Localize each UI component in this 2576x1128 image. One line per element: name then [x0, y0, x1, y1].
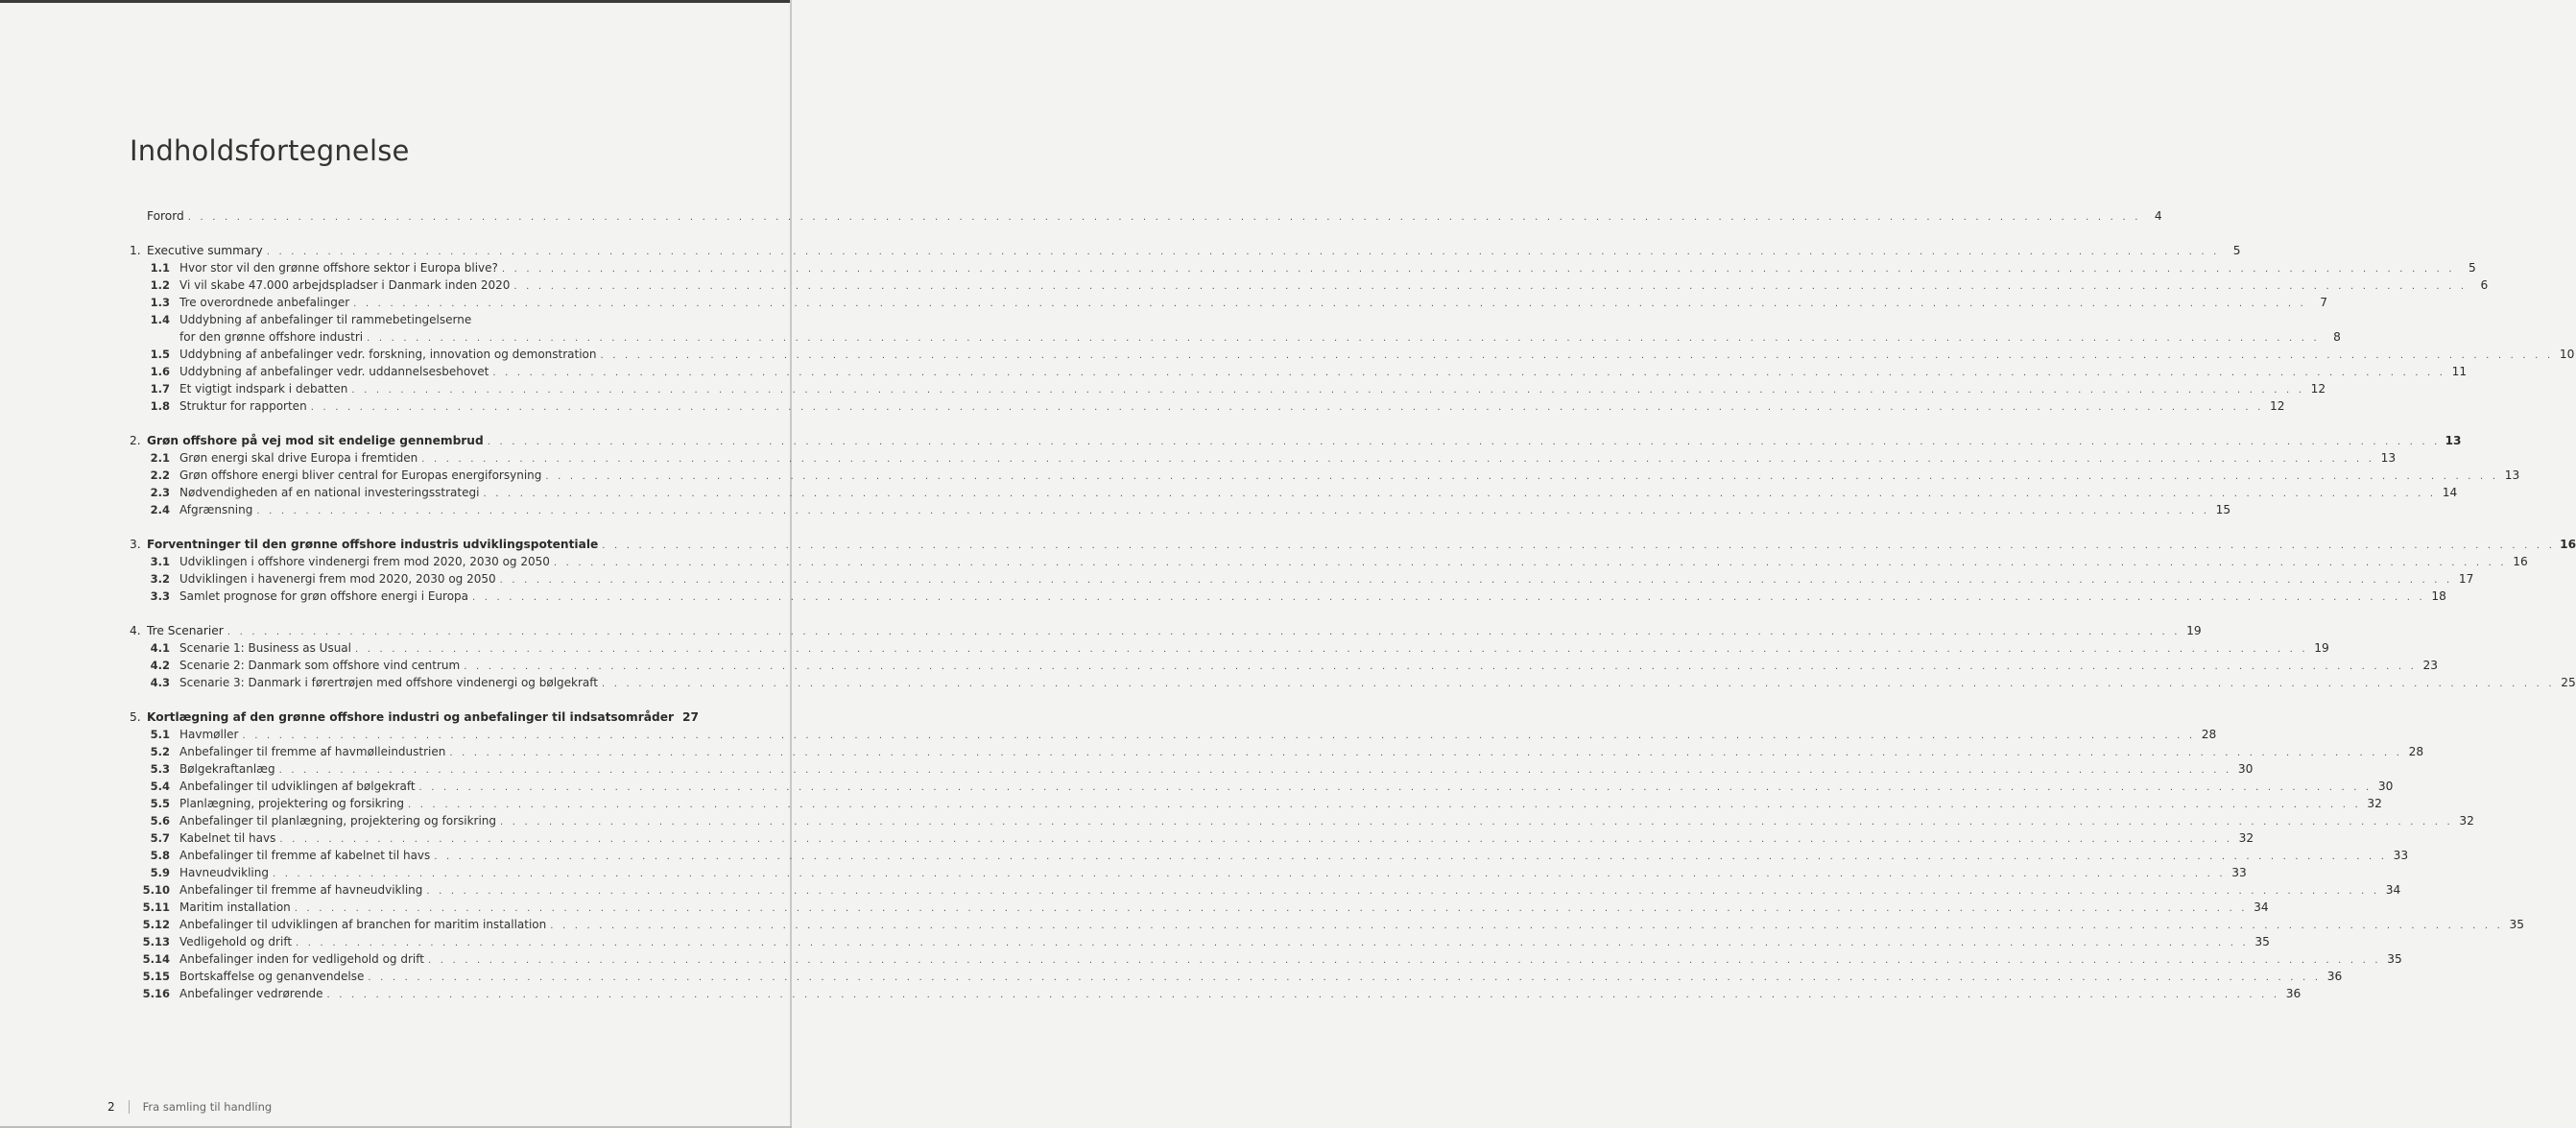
dot-leader: . . . . . . . . . . . . . . . . . . . . . . . . . . . . . . . . . . . . . . . . . . . . . . . . . . . . . . . . . . . . . . . . . . . . . . . . . . . . . . . . . . . . . . . . . . . . . . . . . . . . . . . . . . . . . . . . . . . . . . . . . . . . . . . . . . . . . . . . . . . . . . . . . . . . . . . . . . . . . . . .: [353, 299, 2306, 309]
toc-title: Executive summary: [147, 244, 263, 257]
toc-title: Anbefalinger til fremme af kabelnet til havs: [179, 849, 431, 862]
toc-page-number: 28: [2201, 728, 2217, 741]
dot-leader: . . . . . . . . . . . . . . . . . . . . . . . . . . . . . . . . . . . . . . . . . . . . . . . . . . . . . . . . . . . . . . . . . . . . . . . . . . . . . . . . . . . . . . . . . . . . . . . . . . . . . . . . . . . . . . . . . . . . . . . . . . . . . . . . . . . . . . . . . . . . . . . . . . . . . . . . . . . . . . . .: [434, 852, 2388, 862]
toc-entry[interactable]: [130, 950, 2402, 968]
dot-leader: . . . . . . . . . . . . . . . . . . . . . . . . . . . . . . . . . . . . . . . . . . . . . . . . . . . . . . . . . . . . . . . . . . . . . . . . . . . . . . . . . . . . . . . . . . . . . . . . . . . . . . . . . . . . . . . . . . . . . . . . . . . . . . . . . . . . . . . . . . . . . . . . . . . . . . . . . . . . . . . .: [602, 540, 2556, 551]
toc-number: 4.3: [150, 676, 170, 689]
toc-number: 5.13: [142, 935, 170, 948]
toc-title: Uddybning af anbefalinger vedr. forskning, innovation og demonstration: [179, 348, 597, 361]
dot-leader: . . . . . . . . . . . . . . . . . . . . . . . . . . . . . . . . . . . . . . . . . . . . . . . . . . . . . . . . . . . . . . . . . . . . . . . . . . . . . . . . . . . . . . . . . . . . . . . . . . . . . . . . . . . . . . . . . . . . . . . . . . . . . . . . . . . . . . . . . . . . . . . . . . . . . . . . . . . . . . . .: [296, 938, 2249, 948]
toc-page-number: 28: [2408, 745, 2424, 758]
dot-leader: . . . . . . . . . . . . . . . . . . . . . . . . . . . . . . . . . . . . . . . . . . . . . . . . . . . . . . . . . . . . . . . . . . . . . . . . . . . . . . . . . . . . . . . . . . . . . . . . . . . . . . . . . . . . . . . . . . . . . . . . . . . . . . . . . . . . . . . . . . . . . . . . . . . . . . . . . . . . . . . .: [187, 212, 2141, 223]
toc-page-number: 35: [2387, 952, 2402, 966]
toc-number: 2.3: [150, 486, 170, 499]
dot-leader: . . . . . . . . . . . . . . . . . . . . . . . . . . . . . . . . . . . . . . . . . . . . . . . . . . . . . . . . . . . . . . . . . . . . . . . . . . . . . . . . . . . . . . . . . . . . . . . . . . . . . . . . . . . . . . . . . . . . . . . . . . . . . . . . . . . . . . . . . . . . . . . . . . . . . . . . . . . . . . . .: [499, 575, 2453, 586]
toc-page-number: 12: [2310, 382, 2326, 396]
toc-title: Bølgekraftanlæg: [179, 762, 275, 776]
toc-title: Scenarie 3: Danmark i førertrøjen med offshore vindenergi og bølgekraft: [179, 676, 598, 689]
toc-number: 2.: [130, 434, 141, 447]
toc-page-number: 30: [2237, 762, 2254, 776]
toc-title: Samlet prognose for grøn offshore energi i Europa: [179, 589, 469, 603]
toc-number: 1.1: [150, 261, 170, 275]
dot-leader: . . . . . . . . . . . . . . . . . . . . . . . . . . . . . . . . . . . . . . . . . . . . . . . . . . . . . . . . . . . . . . . . . . . . . . . . . . . . . . . . . . . . . . . . . . . . . . . . . . . . . . . . . . . . . . . . . . . . . . . . . . . . . . . . . . . . . . . . . . . . . . . . . . . . . . . . . . . . . . . .: [500, 817, 2453, 828]
toc-page-number: 14: [2442, 486, 2458, 499]
toc-number: 4.: [130, 624, 141, 637]
toc-title: Udviklingen i offshore vindenergi frem mod 2020, 2030 og 2050: [179, 555, 550, 568]
toc-title: Scenarie 2: Danmark som offshore vind centrum: [179, 659, 461, 672]
toc-entry[interactable]: [130, 484, 2458, 501]
toc-number: 5.: [130, 710, 141, 724]
toc-title: Uddybning af anbefalinger til rammebetingelserne: [179, 313, 472, 326]
dot-leader: . . . . . . . . . . . . . . . . . . . . . . . . . . . . . . . . . . . . . . . . . . . . . . . . . . . . . . . . . . . . . . . . . . . . . . . . . . . . . . . . . . . . . . . . . . . . . . . . . . . . . . . . . . . . . . . . . . . . . . . . . . . . . . . . . . . . . . . . . . . . . . . . . . . . . . . . . . . . . . . .: [272, 869, 2226, 879]
top-border: [0, 0, 792, 3]
toc-page-number: 10: [2559, 348, 2575, 361]
toc-title: Tre Scenarier: [147, 624, 224, 637]
toc-entry[interactable]: [130, 795, 2382, 812]
dot-leader: . . . . . . . . . . . . . . . . . . . . . . . . . . . . . . . . . . . . . . . . . . . . . . . . . . . . . . . . . . . . . . . . . . . . . . . . . . . . . . . . . . . . . . . . . . . . . . . . . . . . . . . . . . . . . . . . . . . . . . . . . . . . . . . . . . . . . . . . . . . . . . . . . . . . . . . . . . . . . . . .: [368, 972, 2322, 983]
toc-page-number: 5: [2468, 261, 2476, 275]
toc-title: Struktur for rapporten: [179, 399, 307, 413]
toc-title: Vi vil skabe 47.000 arbejdspladser i Danmark inden 2020: [179, 278, 511, 292]
toc-number: 5.11: [142, 900, 170, 914]
dot-leader: . . . . . . . . . . . . . . . . . . . . . . . . . . . . . . . . . . . . . . . . . . . . . . . . . . . . . . . . . . . . . . . . . . . . . . . . . . . . . . . . . . . . . . . . . . . . . . . . . . . . . . . . . . . . . . . . . . . . . . . . . . . . . . . . . . . . . . . . . . . . . . . . . . . . . . . . . . . . . . . .: [279, 834, 2233, 845]
toc-entry[interactable]: [130, 553, 2528, 570]
toc-page-number: 5: [2232, 244, 2241, 257]
toc-page-number: 23: [2422, 659, 2439, 672]
toc-title: Uddybning af anbefalinger vedr. uddannelsesbehovet: [179, 365, 489, 378]
toc-title: Kortlægning af den grønne offshore industri og anbefalinger til indsatsområder: [147, 710, 674, 724]
toc-entry[interactable]: [130, 812, 2474, 829]
toc-section[interactable]: [130, 536, 2576, 553]
dot-leader: . . . . . . . . . . . . . . . . . . . . . . . . . . . . . . . . . . . . . . . . . . . . . . . . . . . . . . . . . . . . . . . . . . . . . . . . . . . . . . . . . . . . . . . . . . . . . . . . . . . . . . . . . . . . . . . . . . . . . . . . . . . . . . . . . . . . . . . . . . . . . . . . . . . . . . . . . . . . . . . .: [427, 955, 2381, 966]
toc-page-number: 32: [2459, 814, 2474, 828]
toc-page-number: 13: [2380, 451, 2397, 465]
dot-leader: . . . . . . . . . . . . . . . . . . . . . . . . . . . . . . . . . . . . . . . . . . . . . . . . . . . . . . . . . . . . . . . . . . . . . . . . . . . . . . . . . . . . . . . . . . . . . . . . . . . . . . . . . . . . . . . . . . . . . . . . . . . . . . . . . . . . . . . . . . . . . . . . . . . . . . . . . . . . . . . .: [553, 558, 2507, 568]
toc-title: Udviklingen i havenergi frem mod 2020, 2030 og 2050: [179, 572, 496, 586]
toc-number: 5.4: [150, 780, 170, 793]
toc-number: 5.9: [150, 866, 170, 879]
toc-page-number: 7: [2320, 296, 2327, 309]
toc-title: Havneudvikling: [179, 866, 269, 879]
toc-page-number: 32: [2367, 797, 2382, 810]
toc-page-number: 12: [2269, 399, 2285, 413]
toc-title: Havmøller: [179, 728, 239, 741]
toc-title: Forord: [147, 209, 184, 223]
dot-leader: . . . . . . . . . . . . . . . . . . . . . . . . . . . . . . . . . . . . . . . . . . . . . . . . . . . . . . . . . . . . . . . . . . . . . . . . . . . . . . . . . . . . . . . . . . . . . . . . . . . . . . . . . . . . . . . . . . . . . . . . . . . . . . . . . . . . . . . . . . . . . . . . . . . . . . . . . . . . . . . .: [600, 350, 2554, 361]
toc-entry[interactable]: [130, 346, 2575, 363]
toc-number: 5.5: [150, 797, 170, 810]
toc-title: Afgrænsning: [179, 503, 253, 516]
toc-entry[interactable]: [130, 588, 2446, 605]
toc-entry[interactable]: [130, 363, 2468, 380]
page-title: Indholdsfortegnelse: [130, 134, 410, 167]
dot-leader: . . . . . . . . . . . . . . . . . . . . . . . . . . . . . . . . . . . . . . . . . . . . . . . . . . . . . . . . . . . . . . . . . . . . . . . . . . . . . . . . . . . . . . . . . . . . . . . . . . . . . . . . . . . . . . . . . . . . . . . . . . . . . . . . . . . . . . . . . . . . . . . . . . . . . . . . . . . . . . . .: [266, 247, 2220, 257]
dot-leader: . . . . . . . . . . . . . . . . . . . . . . . . . . . . . . . . . . . . . . . . . . . . . . . . . . . . . . . . . . . . . . . . . . . . . . . . . . . . . . . . . . . . . . . . . . . . . . . . . . . . . . . . . . . . . . . . . . . . . . . . . . . . . . . . . . . . . . . . . . . . . . . . . . . . . . . . . . . . . . . .: [464, 661, 2418, 672]
dot-leader: . . . . . . . . . . . . . . . . . . . . . . . . . . . . . . . . . . . . . . . . . . . . . . . . . . . . . . . . . . . . . . . . . . . . . . . . . . . . . . . . . . . . . . . . . . . . . . . . . . . . . . . . . . . . . . . . . . . . . . . . . . . . . . . . . . . . . . . . . . . . . . . . . . . . . . . . . . . . . . . .: [513, 281, 2468, 292]
toc-number: 2.1: [150, 451, 170, 465]
toc-section[interactable]: [130, 622, 2202, 639]
toc-title: Anbefalinger til fremme af havmølleindustrien: [179, 745, 446, 758]
toc-number: 5.3: [150, 762, 170, 776]
toc-number: 5.1: [150, 728, 170, 741]
dot-leader: . . . . . . . . . . . . . . . . . . . . . . . . . . . . . . . . . . . . . . . . . . . . . . . . . . . . . . . . . . . . . . . . . . . . . . . . . . . . . . . . . . . . . . . . . . . . . . . . . . . . . . . . . . . . . . . . . . . . . . . . . . . . . . . . . . . . . . . . . . . . . . . . . . . . . . . . . . . . . . . .: [421, 454, 2375, 465]
toc-entry[interactable]: [130, 674, 2576, 691]
dot-leader: . . . . . . . . . . . . . . . . . . . . . . . . . . . . . . . . . . . . . . . . . . . . . . . . . . . . . . . . . . . . . . . . . . . . . . . . . . . . . . . . . . . . . . . . . . . . . . . . . . . . . . . . . . . . . . . . . . . . . . . . . . . . . . . . . . . . . . . . . . . . . . . . . . . . . . . . . . . . . . . .: [492, 368, 2446, 378]
toc-title: Anbefalinger inden for vedligehold og drift: [179, 952, 424, 966]
toc-entry[interactable]: [130, 311, 693, 328]
toc-page-number: 11: [2451, 365, 2468, 378]
dot-leader: . . . . . . . . . . . . . . . . . . . . . . . . . . . . . . . . . . . . . . . . . . . . . . . . . . . . . . . . . . . . . . . . . . . . . . . . . . . . . . . . . . . . . . . . . . . . . . . . . . . . . . . . . . . . . . . . . . . . . . . . . . . . . . . . . . . . . . . . . . . . . . . . . . . . . . . . . . . . . . . .: [294, 903, 2248, 914]
toc-page-number: 34: [2385, 883, 2401, 897]
toc-number: 5.12: [142, 918, 170, 931]
toc-title: Scenarie 1: Business as Usual: [179, 641, 351, 655]
dot-leader: . . . . . . . . . . . . . . . . . . . . . . . . . . . . . . . . . . . . . . . . . . . . . . . . . . . . . . . . . . . . . . . . . . . . . . . . . . . . . . . . . . . . . . . . . . . . . . . . . . . . . . . . . . . . . . . . . . . . . . . . . . . . . . . . . . . . . . . . . . . . . . . . . . . . . . . . . . . . . . . .: [278, 765, 2232, 776]
toc-title: Anbefalinger til udviklingen af branchen for maritim installation: [179, 918, 547, 931]
toc-entry[interactable]: [130, 276, 2489, 294]
toc-entry[interactable]: [130, 985, 2302, 1002]
toc-spacer: [130, 518, 693, 536]
toc-entry[interactable]: [130, 328, 2341, 346]
toc-number: 2.2: [150, 468, 170, 482]
toc-page-number: 13: [2445, 434, 2462, 447]
toc-number: 1.3: [150, 296, 170, 309]
toc-entry[interactable]: [130, 864, 2247, 881]
toc-entry[interactable]: [130, 449, 2397, 467]
toc-title: Kabelnet til havs: [179, 831, 276, 845]
dot-leader: . . . . . . . . . . . . . . . . . . . . . . . . . . . . . . . . . . . . . . . . . . . . . . . . . . . . . . . . . . . . . . . . . . . . . . . . . . . . . . . . . . . . . . . . . . . . . . . . . . . . . . . . . . . . . . . . . . . . . . . . . . . . . . . . . . . . . . . . . . . . . . . . . . . . . . . . . . . . . . . .: [227, 627, 2181, 637]
toc-number: 5.8: [150, 849, 170, 862]
toc-entry[interactable]: [130, 397, 2285, 415]
toc-number: 5.2: [150, 745, 170, 758]
toc-title: Hvor stor vil den grønne offshore sektor i Europa blive?: [179, 261, 498, 275]
toc-number: 1.2: [150, 278, 170, 292]
footer-divider: [129, 1100, 130, 1114]
toc-title: Anbefalinger til udviklingen af bølgekraft: [179, 780, 416, 793]
toc-title: Forventninger til den grønne offshore industris udviklingspotentiale: [147, 538, 599, 551]
toc-title: Anbefalinger vedrørende: [179, 987, 323, 1000]
toc-page-number: 25: [2561, 676, 2576, 689]
footer-title: Fra samling til handling: [142, 1100, 273, 1114]
toc-page-number: 4: [2154, 209, 2162, 223]
toc-number: 5.6: [150, 814, 170, 828]
toc-page-number: 19: [2314, 641, 2329, 655]
toc-page-number: 16: [2513, 555, 2528, 568]
toc-page-number: 36: [2326, 970, 2343, 983]
dot-leader: . . . . . . . . . . . . . . . . . . . . . . . . . . . . . . . . . . . . . . . . . . . . . . . . . . . . . . . . . . . . . . . . . . . . . . . . . . . . . . . . . . . . . . . . . . . . . . . . . . . . . . . . . . . . . . . . . . . . . . . . . . . . . . . . . . . . . . . . . . . . . . . . . . . . . . . . . . . . . . . .: [501, 264, 2455, 275]
toc-title: Anbefalinger til fremme af havneudvikling: [179, 883, 423, 897]
toc-entry[interactable]: [130, 899, 2269, 916]
toc-title: Bortskaffelse og genanvendelse: [179, 970, 365, 983]
toc-number: 5.15: [142, 970, 170, 983]
dot-leader: . . . . . . . . . . . . . . . . . . . . . . . . . . . . . . . . . . . . . . . . . . . . . . . . . . . . . . . . . . . . . . . . . . . . . . . . . . . . . . . . . . . . . . . . . . . . . . . . . . . . . . . . . . . . . . . . . . . . . . . . . . . . . . . . . . . . . . . . . . . . . . . . . . . . . . . . . . . . . . . .: [256, 506, 2210, 516]
toc-title: Nødvendigheden af en national investeringsstrategi: [179, 486, 480, 499]
toc-page-number: 35: [2509, 918, 2525, 931]
toc-title: Maritim installation: [179, 900, 291, 914]
toc-entry[interactable]: [130, 380, 2326, 397]
toc-title: Grøn offshore energi bliver central for Europas energiforsyning: [179, 468, 542, 482]
toc-entry[interactable]: [130, 639, 2329, 657]
dot-leader: . . . . . . . . . . . . . . . . . . . . . . . . . . . . . . . . . . . . . . . . . . . . . . . . . . . . . . . . . . . . . . . . . . . . . . . . . . . . . . . . . . . . . . . . . . . . . . . . . . . . . . . . . . . . . . . . . . . . . . . . . . . . . . . . . . . . . . . . . . . . . . . . . . . . . . . . . . . . . . . .: [326, 990, 2280, 1000]
toc-number: 1.7: [150, 382, 170, 396]
dot-leader: . . . . . . . . . . . . . . . . . . . . . . . . . . . . . . . . . . . . . . . . . . . . . . . . . . . . . . . . . . . . . . . . . . . . . . . . . . . . . . . . . . . . . . . . . . . . . . . . . . . . . . . . . . . . . . . . . . . . . . . . . . . . . . . . . . . . . . . . . . . . . . . . . . . . . . . . . . . . . . . .: [449, 748, 2403, 758]
toc-spacer: [130, 691, 693, 708]
toc-section[interactable]: [130, 207, 2162, 225]
dot-leader: . . . . . . . . . . . . . . . . . . . . . . . . . . . . . . . . . . . . . . . . . . . . . . . . . . . . . . . . . . . . . . . . . . . . . . . . . . . . . . . . . . . . . . . . . . . . . . . . . . . . . . . . . . . . . . . . . . . . . . . . . . . . . . . . . . . . . . . . . . . . . . . . . . . . . . . . . . . . . . . .: [310, 402, 2264, 413]
dot-leader: . . . . . . . . . . . . . . . . . . . . . . . . . . . . . . . . . . . . . . . . . . . . . . . . . . . . . . . . . . . . . . . . . . . . . . . . . . . . . . . . . . . . . . . . . . . . . . . . . . . . . . . . . . . . . . . . . . . . . . . . . . . . . . . . . . . . . . . . . . . . . . . . . . . . . . . . . . . . . . . .: [418, 782, 2373, 793]
toc-number: 3.: [130, 538, 141, 551]
toc-page-number: 36: [2285, 987, 2302, 1000]
toc-entry[interactable]: [130, 467, 2520, 484]
toc-number: 5.16: [142, 987, 170, 1000]
page-number: 2: [107, 1100, 115, 1114]
dot-leader: . . . . . . . . . . . . . . . . . . . . . . . . . . . . . . . . . . . . . . . . . . . . . . . . . . . . . . . . . . . . . . . . . . . . . . . . . . . . . . . . . . . . . . . . . . . . . . . . . . . . . . . . . . . . . . . . . . . . . . . . . . . . . . . . . . . . . . . . . . . . . . . . . . . . . . . . . . . . . . . .: [602, 679, 2555, 689]
toc-title: Et vigtigt indspark i debatten: [179, 382, 348, 396]
toc-title: Tre overordnede anbefalinger: [179, 296, 350, 309]
toc-title: Vedligehold og drift: [179, 935, 293, 948]
toc-entry[interactable]: [130, 760, 2254, 778]
dot-leader: . . . . . . . . . . . . . . . . . . . . . . . . . . . . . . . . . . . . . . . . . . . . . . . . . . . . . . . . . . . . . . . . . . . . . . . . . . . . . . . . . . . . . . . . . . . . . . . . . . . . . . . . . . . . . . . . . . . . . . . . . . . . . . . . . . . . . . . . . . . . . . . . . . . . . . . . . . . . . . . .: [408, 800, 2361, 810]
toc-spacer: [130, 605, 693, 622]
toc-page-number: 6: [2480, 278, 2489, 292]
dot-leader: . . . . . . . . . . . . . . . . . . . . . . . . . . . . . . . . . . . . . . . . . . . . . . . . . . . . . . . . . . . . . . . . . . . . . . . . . . . . . . . . . . . . . . . . . . . . . . . . . . . . . . . . . . . . . . . . . . . . . . . . . . . . . . . . . . . . . . . . . . . . . . . . . . . . . . . . . . . . . . . .: [483, 489, 2437, 499]
dot-leader: . . . . . . . . . . . . . . . . . . . . . . . . . . . . . . . . . . . . . . . . . . . . . . . . . . . . . . . . . . . . . . . . . . . . . . . . . . . . . . . . . . . . . . . . . . . . . . . . . . . . . . . . . . . . . . . . . . . . . . . . . . . . . . . . . . . . . . . . . . . . . . . . . . . . . . . . . . . . . . . .: [242, 731, 2196, 741]
toc-page-number: 32: [2238, 831, 2254, 845]
toc-number: 3.2: [150, 572, 170, 586]
toc-page-number: 35: [2254, 935, 2270, 948]
toc-number: 1.5: [150, 348, 170, 361]
dot-leader: . . . . . . . . . . . . . . . . . . . . . . . . . . . . . . . . . . . . . . . . . . . . . . . . . . . . . . . . . . . . . . . . . . . . . . . . . . . . . . . . . . . . . . . . . . . . . . . . . . . . . . . . . . . . . . . . . . . . . . . . . . . . . . . . . . . . . . . . . . . . . . . . . . . . . . . . . . . . . . . .: [355, 644, 2308, 655]
toc-number: 5.7: [150, 831, 170, 845]
toc-number: 1.8: [150, 399, 170, 413]
toc-section[interactable]: [130, 708, 699, 726]
toc-page-number: 8: [2333, 330, 2341, 344]
toc-number: 3.3: [150, 589, 170, 603]
toc-title: Grøn offshore på vej mod sit endelige gennembrud: [147, 434, 484, 447]
toc-page-number: 19: [2186, 624, 2202, 637]
toc-number: 2.4: [150, 503, 170, 516]
page-footer: [107, 1100, 272, 1114]
toc-number: 1.: [130, 244, 141, 257]
toc-section[interactable]: [130, 242, 2241, 259]
toc-number: 1.6: [150, 365, 170, 378]
dot-leader: . . . . . . . . . . . . . . . . . . . . . . . . . . . . . . . . . . . . . . . . . . . . . . . . . . . . . . . . . . . . . . . . . . . . . . . . . . . . . . . . . . . . . . . . . . . . . . . . . . . . . . . . . . . . . . . . . . . . . . . . . . . . . . . . . . . . . . . . . . . . . . . . . . . . . . . . . . . . . . . .: [426, 886, 2380, 897]
toc-page-number: 27: [682, 710, 699, 724]
toc-page-number: 18: [2431, 589, 2446, 603]
dot-leader: . . . . . . . . . . . . . . . . . . . . . . . . . . . . . . . . . . . . . . . . . . . . . . . . . . . . . . . . . . . . . . . . . . . . . . . . . . . . . . . . . . . . . . . . . . . . . . . . . . . . . . . . . . . . . . . . . . . . . . . . . . . . . . . . . . . . . . . . . . . . . . . . . . . . . . . . . . . . . . . .: [545, 471, 2499, 482]
toc-page-number: 15: [2215, 503, 2231, 516]
toc-entry[interactable]: [130, 726, 2217, 743]
dot-leader: . . . . . . . . . . . . . . . . . . . . . . . . . . . . . . . . . . . . . . . . . . . . . . . . . . . . . . . . . . . . . . . . . . . . . . . . . . . . . . . . . . . . . . . . . . . . . . . . . . . . . . . . . . . . . . . . . . . . . . . . . . . . . . . . . . . . . . . . . . . . . . . . . . . . . . . . . . . . . . . .: [550, 921, 2504, 931]
toc-title: for den grønne offshore industri: [179, 330, 364, 344]
toc-number: 4.1: [150, 641, 170, 655]
toc-title: Anbefalinger til planlægning, projektering og forsikring: [179, 814, 497, 828]
toc-entry[interactable]: [130, 916, 2525, 933]
toc-entry[interactable]: [130, 968, 2343, 985]
dot-leader: . . . . . . . . . . . . . . . . . . . . . . . . . . . . . . . . . . . . . . . . . . . . . . . . . . . . . . . . . . . . . . . . . . . . . . . . . . . . . . . . . . . . . . . . . . . . . . . . . . . . . . . . . . . . . . . . . . . . . . . . . . . . . . . . . . . . . . . . . . . . . . . . . . . . . . . . . . . . . . . .: [487, 437, 2441, 447]
dot-leader: . . . . . . . . . . . . . . . . . . . . . . . . . . . . . . . . . . . . . . . . . . . . . . . . . . . . . . . . . . . . . . . . . . . . . . . . . . . . . . . . . . . . . . . . . . . . . . . . . . . . . . . . . . . . . . . . . . . . . . . . . . . . . . . . . . . . . . . . . . . . . . . . . . . . . . . . . . . . . . . .: [351, 385, 2305, 396]
toc-entry[interactable]: [130, 829, 2254, 847]
dot-leader: . . . . . . . . . . . . . . . . . . . . . . . . . . . . . . . . . . . . . . . . . . . . . . . . . . . . . . . . . . . . . . . . . . . . . . . . . . . . . . . . . . . . . . . . . . . . . . . . . . . . . . . . . . . . . . . . . . . . . . . . . . . . . . . . . . . . . . . . . . . . . . . . . . . . . . . . . . . . . . . .: [472, 592, 2425, 603]
toc-spacer: [130, 225, 693, 242]
toc-entry[interactable]: [130, 570, 2474, 588]
table-of-contents: [130, 207, 2576, 1002]
toc-entry[interactable]: [130, 294, 2327, 311]
toc-page-number: 13: [2504, 468, 2520, 482]
toc-number: 5.10: [142, 883, 170, 897]
toc-page-number: 34: [2254, 900, 2269, 914]
toc-entry[interactable]: [130, 881, 2401, 899]
toc-entry[interactable]: [130, 847, 2409, 864]
toc-number: 3.1: [150, 555, 170, 568]
toc-page-number: 30: [2377, 780, 2394, 793]
toc-section[interactable]: [130, 432, 2462, 449]
toc-entry[interactable]: [130, 657, 2439, 674]
toc-entry[interactable]: [130, 501, 2231, 518]
toc-page-number: 33: [2393, 849, 2409, 862]
toc-number: 5.14: [142, 952, 170, 966]
toc-entry[interactable]: [130, 933, 2270, 950]
toc-entry[interactable]: [130, 743, 2424, 760]
dot-leader: . . . . . . . . . . . . . . . . . . . . . . . . . . . . . . . . . . . . . . . . . . . . . . . . . . . . . . . . . . . . . . . . . . . . . . . . . . . . . . . . . . . . . . . . . . . . . . . . . . . . . . . . . . . . . . . . . . . . . . . . . . . . . . . . . . . . . . . . . . . . . . . . . . . . . . . . . . . . . . . .: [367, 333, 2320, 344]
toc-number: 4.2: [150, 659, 170, 672]
toc-title: Planlægning, projektering og forsikring: [179, 797, 405, 810]
toc-page-number: 17: [2458, 572, 2474, 586]
toc-title: Grøn energi skal drive Europa i fremtiden: [179, 451, 418, 465]
toc-page-number: 16: [2560, 538, 2576, 551]
toc-page-number: 33: [2231, 866, 2247, 879]
toc-spacer: [130, 415, 693, 432]
toc-entry[interactable]: [130, 778, 2394, 795]
toc-number: 1.4: [150, 313, 170, 326]
toc-entry[interactable]: [130, 259, 2476, 276]
